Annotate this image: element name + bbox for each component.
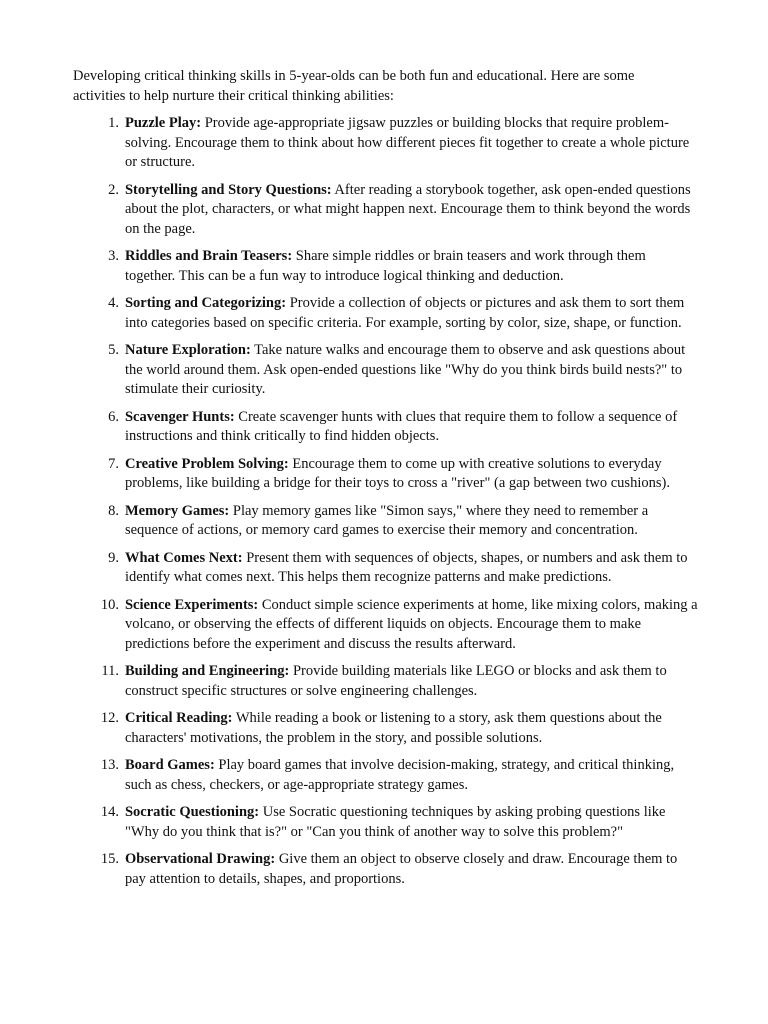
list-item (73, 709, 698, 748)
list-item-title: Critical Reading: (124, 710, 233, 726)
list-item-body (125, 756, 698, 795)
list-item-body (125, 502, 698, 541)
list-item-number: 1. (108, 115, 119, 131)
list-item-body (125, 408, 698, 447)
list-item-title: Scavenger Hunts: (124, 408, 235, 425)
list-item-number: 7. (108, 455, 119, 472)
list-item-text: Provide building materials like LEGO or blocks and ask them to construct specific structures or solve engineering challenges. (124, 663, 667, 699)
list-item-title: Storytelling and Story Questions: (124, 181, 332, 198)
list-item-text: After reading a storybook together, ask open-ended questions about the plot, characters, or what might happen next. Encourage them to think beyond the words on the page. (124, 181, 691, 237)
list-item-number: 8. (108, 502, 119, 519)
list-item-title: Building and Engineering: (124, 663, 290, 679)
list-item (73, 455, 698, 494)
list-item (73, 803, 698, 842)
list-item-number: 6. (108, 408, 119, 425)
list-item-number: 4. (108, 295, 119, 311)
intro-paragraph: Developing critical thinking skills in 5-year-olds can be both fun and educational. Here are some activities to help nurture their critical thinking abilities: (73, 68, 635, 104)
list-item (73, 181, 698, 240)
list-item-body (125, 114, 698, 173)
list-item-text: Play memory games like "Simon says," where they need to remember a sequence of actions, or memory card games to exercise their memory and concentration. (124, 502, 649, 538)
list-item-body (125, 596, 698, 655)
list-item-number: 10. (100, 596, 119, 613)
list-item-number: 9. (108, 549, 119, 566)
list-item-text: Provide a collection of objects or pictures and ask them to sort them into categories based on specific criteria. For example, sorting by color, size, shape, or function. (124, 295, 685, 331)
list-item-number: 12. (100, 710, 119, 726)
list-item-title: Board Games: (124, 757, 215, 773)
list-item (73, 408, 698, 447)
activity-list (73, 114, 698, 889)
list-item (73, 549, 698, 588)
list-item-title: Observational Drawing: (124, 851, 276, 867)
list-item-body (125, 662, 698, 701)
list-item-body (125, 341, 698, 400)
list-item-number: 15. (100, 851, 119, 867)
list-item-title: Memory Games: (124, 502, 230, 519)
list-item (73, 341, 698, 400)
list-item-text: Create scavenger hunts with clues that require them to follow a sequence of instructions and think critically to find hidden objects. (124, 408, 678, 444)
list-item-title: Sorting and Categorizing: (124, 295, 287, 311)
list-item-body (125, 294, 698, 333)
list-item-body (125, 455, 698, 494)
list-item-title: Creative Problem Solving: (124, 455, 289, 472)
list-item-number: 5. (108, 342, 119, 358)
list-item-title: Science Experiments: (124, 596, 259, 613)
list-item-number: 2. (108, 181, 119, 198)
list-item-text: Provide age-appropriate jigsaw puzzles or building blocks that require problem-solving. Encourage them to think about how different pieces fit together to create a whole picture or structure. (124, 115, 690, 170)
list-item (73, 756, 698, 795)
list-item-title: What Comes Next: (124, 549, 243, 566)
list-item-text: Conduct simple science experiments at home, like mixing colors, making a volcano, or observing the effects of different liquids on objects. Encourage them to make predictions before the experiment and discuss the results afterward. (124, 596, 698, 652)
list-item-title: Socratic Questioning: (124, 804, 260, 820)
list-item (73, 850, 698, 889)
list-item-text: Present them with sequences of objects, shapes, or numbers and ask them to identify what comes next. This helps them recognize patterns and make predictions. (124, 549, 688, 585)
list-item (73, 596, 698, 655)
list-item (73, 662, 698, 701)
list-item-body (125, 850, 698, 889)
list-item-title: Nature Exploration: (124, 342, 251, 358)
list-item-number: 13. (100, 757, 119, 773)
list-item-text: Give them an object to observe closely and draw. Encourage them to pay attention to details, shapes, and proportions. (124, 851, 678, 887)
list-item-text: Share simple riddles or brain teasers and work through them together. This can be a fun way to introduce logical thinking and deduction. (124, 248, 646, 284)
list-item-number: 11. (101, 663, 119, 679)
list-item-title: Puzzle Play: (124, 115, 202, 131)
list-item-text: Take nature walks and encourage them to observe and ask questions about the world around them. Ask open-ended questions like "Why do you think birds build nests?" to stimulate their curiosity. (124, 342, 686, 397)
list-item (73, 294, 698, 333)
list-item-number: 14. (100, 804, 119, 820)
list-item (73, 502, 698, 541)
list-item-title: Riddles and Brain Teasers: (124, 248, 293, 264)
list-item-body (125, 549, 698, 588)
list-item (73, 114, 698, 173)
list-item-text: Play board games that involve decision-making, strategy, and critical thinking, such as chess, checkers, or age-appropriate strategy games. (124, 757, 675, 793)
list-item-number: 3. (108, 248, 119, 264)
list-item-text: Use Socratic questioning techniques by asking probing questions like "Why do you think that is?" or "Can you think of another way to solve this problem?" (124, 804, 666, 840)
list-item-text: While reading a book or listening to a story, ask them questions about the characters' motivations, the problem in the story, and possible solutions. (124, 710, 662, 746)
list-item-body (125, 803, 698, 842)
list-item-body (125, 181, 698, 240)
list-item (73, 247, 698, 286)
list-item-body (125, 247, 698, 286)
list-item-text: Encourage them to come up with creative solutions to everyday problems, like building a bridge for their toys to cross a "river" (a gap between two cushions). (124, 455, 670, 491)
list-item-body (125, 709, 698, 748)
